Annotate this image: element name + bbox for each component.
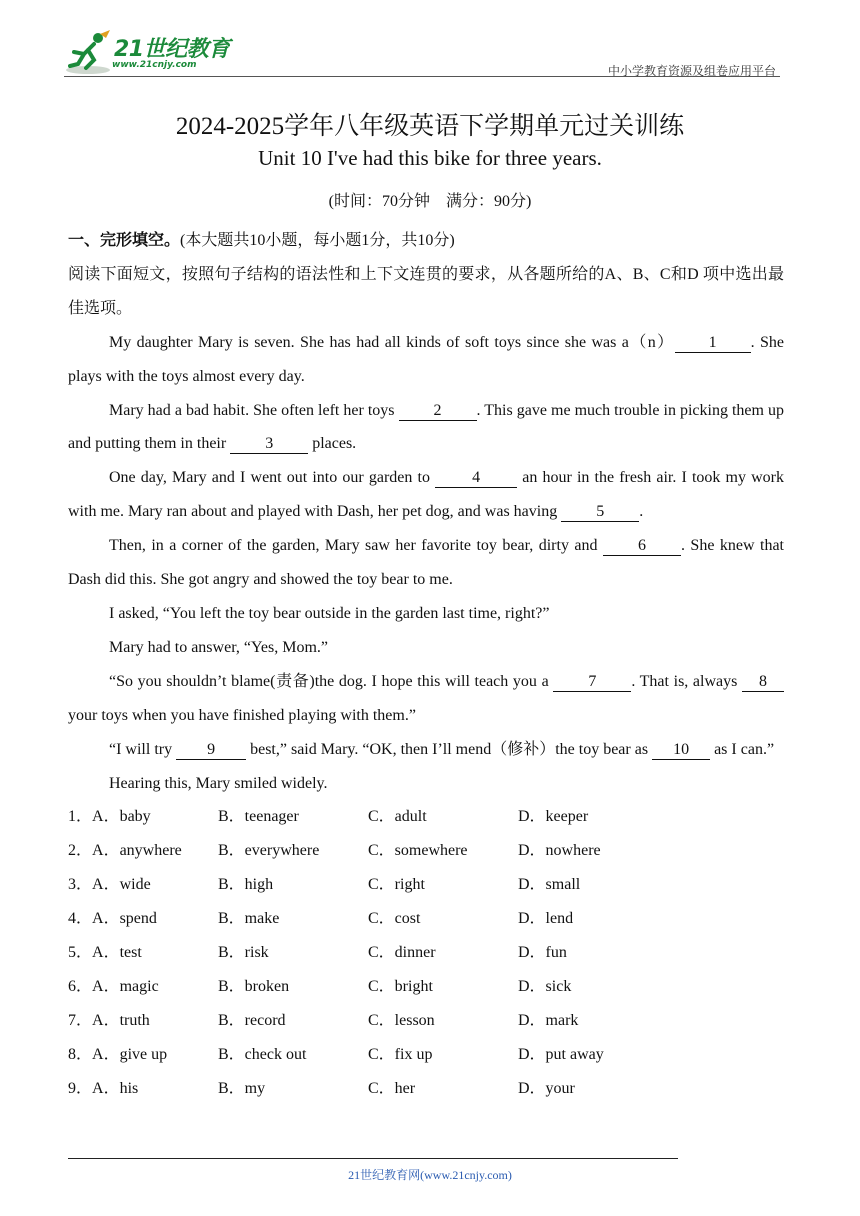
passage-paragraph-6: Mary had to answer, “Yes, Mom.” [109, 638, 329, 656]
option-c[interactable]: C．dinner [368, 943, 436, 961]
option-a[interactable] [68, 902, 218, 936]
page-subtitle: Unit 10 I've had this bike for three years. [258, 146, 602, 170]
option-b[interactable]: B．make [218, 910, 280, 928]
blank-8: 8 [742, 673, 784, 692]
option-a[interactable] [68, 834, 218, 868]
page-title: 2024-2025学年八年级英语下学期单元过关训练 [175, 113, 685, 140]
option-d[interactable]: D．put away [518, 1045, 604, 1063]
option-text: A．truth [92, 1011, 150, 1029]
instructions: 阅读下面短文，按照句子结构的语法性和上下文连贯的要求，从各题所给的A、B、C和D 项中选出最佳选项。 [68, 265, 784, 317]
section-heading-line [68, 224, 784, 258]
option-b[interactable]: B．everywhere [218, 842, 320, 860]
option-text: A．test [92, 943, 142, 961]
option-a[interactable] [68, 1004, 218, 1038]
footer-divider [68, 1158, 678, 1159]
passage-text: Then, in a corner of the garden, Mary saw her favorite toy bear, dirty and [109, 537, 603, 555]
option-d[interactable]: D．mark [518, 1011, 579, 1029]
passage-text: your toys when you have finished playing with them.” [68, 706, 416, 724]
option-text: A．give up [92, 1045, 168, 1063]
option-b[interactable]: B．teenager [218, 808, 299, 826]
blank-5: 5 [561, 503, 639, 522]
question-row [68, 1072, 784, 1106]
option-a[interactable] [68, 936, 218, 970]
blank-3: 3 [230, 435, 308, 454]
option-d[interactable]: D．lend [518, 910, 574, 928]
passage-text: an hour in the fresh air. I took my work with me. Mary ran about and played with Dash, her pet dog, and was having [68, 469, 784, 521]
time-info: (时间：70分钟 满分：90分) [328, 193, 532, 210]
option-text: A．magic [92, 977, 159, 995]
question-row [68, 800, 784, 834]
passage-text: . She knew that Dash did this. She got angry and showed the toy bear to me. [68, 537, 784, 589]
logo-url: www.21cnjy.com [112, 60, 197, 70]
question-row [68, 868, 784, 902]
option-c[interactable]: C．right [368, 876, 425, 894]
option-text: A．his [92, 1079, 139, 1097]
option-text: A．baby [92, 808, 151, 826]
blank-9: 9 [176, 741, 246, 760]
option-d[interactable]: D．keeper [518, 808, 589, 826]
passage-paragraph-3 [68, 461, 784, 529]
passage-paragraph-7 [68, 665, 784, 733]
option-c[interactable]: C．bright [368, 977, 433, 995]
option-b[interactable]: B．broken [218, 977, 290, 995]
question-row [68, 936, 784, 970]
question-number: 9． [68, 1079, 93, 1097]
blank-7: 7 [553, 673, 631, 692]
option-a[interactable] [68, 970, 218, 1004]
passage-text: “I will try [109, 740, 177, 758]
question-row [68, 1038, 784, 1072]
option-d[interactable]: D．small [518, 876, 581, 894]
blank-4: 4 [435, 469, 517, 488]
passage-text: . [639, 503, 644, 521]
passage-text: places. [308, 435, 357, 453]
option-d[interactable]: D．your [518, 1079, 575, 1097]
option-a[interactable] [68, 1072, 218, 1106]
option-c[interactable]: C．her [368, 1079, 416, 1097]
footer-link[interactable]: 21世纪教育网(www.21cnjy.com) [348, 1168, 512, 1182]
question-row [68, 834, 784, 868]
passage-text: . She plays with the toys almost every day. [68, 333, 784, 385]
question-row [68, 902, 784, 936]
passage-paragraph-2 [68, 394, 784, 462]
option-c[interactable]: C．somewhere [368, 842, 468, 860]
passage-paragraph-9: Hearing this, Mary smiled widely. [109, 774, 328, 792]
question-number: 3． [68, 876, 93, 894]
option-d[interactable]: D．nowhere [518, 842, 601, 860]
option-a[interactable] [68, 800, 218, 834]
section-note: (本大题共10小题，每小题1分，共10分) [180, 232, 455, 249]
passage-text: . This gave me much trouble in picking them up and putting them in their [68, 401, 785, 453]
option-text: A．anywhere [92, 842, 182, 860]
question-number: 6． [68, 977, 93, 995]
logo [64, 30, 234, 78]
passage-text: best,” said Mary. “OK, then I’ll mend（修补）the toy bear as [246, 740, 653, 758]
option-text: A．wide [92, 876, 151, 894]
passage-paragraph-8 [68, 733, 784, 767]
platform-label: 中小学教育资源及组卷应用平台 [607, 64, 776, 78]
logo-text: 21世纪教育 [114, 37, 230, 62]
passage-text: Mary had a bad habit. She often left her toys [109, 401, 399, 419]
option-d[interactable]: D．sick [518, 977, 572, 995]
passage-text: as I can.” [710, 740, 775, 758]
option-a[interactable] [68, 1038, 218, 1072]
question-number: 5． [68, 943, 93, 961]
passage-text: “So you shouldn’t blame(责备)the dog. I hope this will teach you a [109, 672, 554, 690]
option-b[interactable]: B．record [218, 1011, 286, 1029]
exam-content [68, 224, 784, 1105]
header-divider [64, 76, 780, 77]
option-d[interactable]: D．fun [518, 943, 567, 961]
question-number: 4． [68, 910, 93, 928]
passage-text: One day, Mary and I went out into our garden to [109, 469, 436, 487]
runner-logo-icon [64, 30, 114, 78]
blank-10: 10 [652, 741, 710, 760]
blank-1: 1 [675, 334, 751, 353]
option-a[interactable] [68, 868, 218, 902]
section-heading: 一、完形填空。 [68, 232, 181, 249]
question-number: 1． [68, 808, 93, 826]
question-row [68, 970, 784, 1004]
option-c[interactable]: C．fix up [368, 1045, 433, 1063]
option-c[interactable]: C．lesson [368, 1011, 435, 1029]
question-number: 7． [68, 1011, 93, 1029]
option-text: A．spend [92, 910, 157, 928]
question-number: 8． [68, 1045, 93, 1063]
question-list [68, 800, 784, 1105]
passage-text: . That is, always [631, 672, 742, 690]
blank-2: 2 [399, 402, 477, 421]
page-header [64, 30, 780, 78]
question-number: 2． [68, 842, 93, 860]
option-c[interactable]: C．adult [368, 808, 427, 826]
option-b[interactable]: B．my [218, 1079, 266, 1097]
option-b[interactable]: B．check out [218, 1045, 307, 1063]
option-b[interactable]: B．high [218, 876, 274, 894]
question-row [68, 1004, 784, 1038]
option-c[interactable]: C．cost [368, 910, 421, 928]
blank-6: 6 [603, 537, 681, 556]
passage-text: My daughter Mary is seven. She has had all kinds of soft toys since she was a（n） [109, 333, 675, 351]
passage-paragraph-1 [68, 326, 784, 394]
passage-paragraph-5: I asked, “You left the toy bear outside in the garden last time, right?” [109, 604, 550, 622]
passage-paragraph-4 [68, 529, 784, 597]
option-b[interactable]: B．risk [218, 943, 269, 961]
